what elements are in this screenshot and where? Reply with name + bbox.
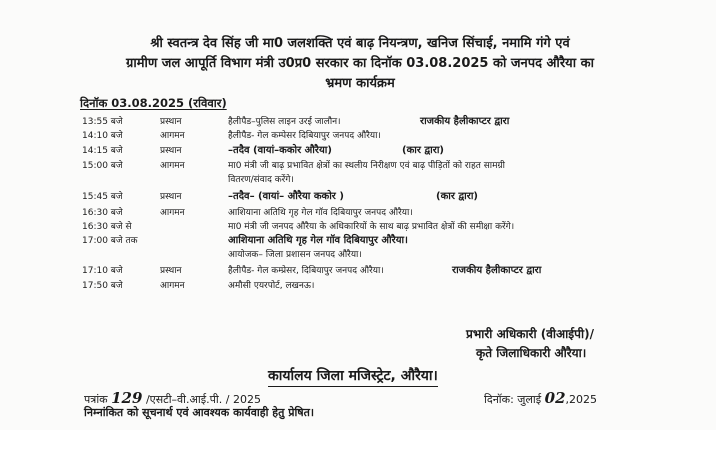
office-title: कार्यालय जिला मजिस्ट्रेट, औरैया। xyxy=(268,366,438,387)
signature-line-1: प्रभारी अधिकारी (वीआईपी)/ xyxy=(466,327,594,341)
schedule-type: प्रस्थान xyxy=(160,266,182,276)
schedule-time: 16:30 बजे xyxy=(82,208,123,218)
date-day: 02 xyxy=(544,389,566,407)
schedule-type: आगमन xyxy=(160,208,185,218)
schedule-time: 17:10 बजे xyxy=(82,266,123,276)
bottom-margin xyxy=(0,430,716,476)
schedule-time: 17:00 बजे तक xyxy=(82,236,138,246)
patrank-label: पत्रांक xyxy=(84,393,108,406)
schedule-mode: राजकीय हैलीकाप्टर द्वारा xyxy=(420,116,510,127)
schedule-time: 15:00 बजे xyxy=(82,161,123,171)
schedule-type: आगमन xyxy=(160,161,185,171)
schedule-desc-continuation: आयोजक– जिला प्रशासन जनपद औरैया। xyxy=(228,250,362,260)
schedule-desc: –तदैव– (वायां– औरैया ककोर ) xyxy=(228,191,344,202)
schedule-desc: हैलीपैड- गेल कम्प्रेसर, दिबियापुर जनपद औरैया। xyxy=(228,266,384,276)
document-title xyxy=(70,34,650,94)
schedule-type: प्रस्थान xyxy=(160,146,182,156)
schedule-mode: (कार द्वारा) xyxy=(436,191,479,202)
schedule-time: 15:45 बजे xyxy=(82,192,123,202)
date-label: दिनॉक: जुलाई xyxy=(484,393,542,406)
date-heading: दिनॉक 03.08.2025 (रविवार) xyxy=(80,96,227,110)
title-line-3: भ्रमण कार्यक्रम xyxy=(325,76,395,91)
schedule-time: 14:15 बजे xyxy=(82,146,123,156)
schedule-desc-continuation: वितरण/संवाद करेंगे। xyxy=(228,175,294,185)
schedule-desc: मा0 मंत्री जी बाढ़ प्रभावित क्षेत्रों का स्थलीय निरीक्षण एवं बाढ़ पीड़ितों को राहत सामग्री xyxy=(228,161,505,171)
schedule-time: 13:55 बजे xyxy=(82,117,123,127)
schedule-time: 14:10 बजे xyxy=(82,131,123,141)
schedule-desc: आशियाना अतिथि गृह गेल गॉव दिबियापुर जनपद औरैया। xyxy=(228,208,413,218)
schedule-type: आगमन xyxy=(160,281,185,291)
date-year: ,2025 xyxy=(565,393,598,406)
signature-line-2: कृते जिलाधिकारी औरैया। xyxy=(476,346,587,360)
schedule-time: 17:50 बजे xyxy=(82,281,123,291)
schedule-desc: –तदैव (वायां–ककोर औरैया) xyxy=(228,145,332,156)
schedule-time: 16:30 बजे से xyxy=(82,222,132,232)
patrank-ref: /एसटी–वी.आई.पी. / 2025 xyxy=(145,393,261,406)
schedule-mode: राजकीय हैलीकाप्टर द्वारा xyxy=(452,265,542,276)
title-line-2: ग्रामीण जल आपूर्ति विभाग मंत्री उ0प्र0 सरकार का दिनॉक 03.08.2025 को जनपद औरैया का xyxy=(126,56,594,71)
schedule-type: आगमन xyxy=(160,131,185,141)
schedule-desc: आशियाना अतिथि गृह गेल गॉव दिबियापुर औरैया। xyxy=(228,235,408,246)
schedule-mode: (कार द्वारा) xyxy=(402,145,445,156)
schedule-desc: हैलीपैड- गेल कम्पेसर दिबियापुर जनपद औरैया। xyxy=(228,131,381,141)
schedule-type: प्रस्थान xyxy=(160,192,182,202)
schedule-desc: अमौसी एयरपोर्ट, लखनऊ। xyxy=(228,281,315,291)
schedule-type: प्रस्थान xyxy=(160,117,182,127)
schedule-desc: हैलीपैड–पुलिस लाइन उरई जालौन। xyxy=(228,117,341,127)
letter-date xyxy=(484,389,597,407)
forward-text: निम्नांकित को सूचनार्थ एवं आवश्यक कार्यवाही हेतु प्रेषित। xyxy=(84,406,315,419)
schedule-desc: मा0 मंत्री जी जनपद औरैया के अधिकारियों के साथ बाढ़ प्रभावित क्षेत्रों की समीक्षा करेंगे। xyxy=(228,222,515,232)
title-line-1: श्री स्वतन्त्र देव सिंह जी मा0 जलशक्ति एवं बाढ़ नियन्त्रण, खनिज सिंचाई, नमामि गंगे एवं xyxy=(150,36,570,51)
patrank-number: 129 xyxy=(111,389,143,407)
